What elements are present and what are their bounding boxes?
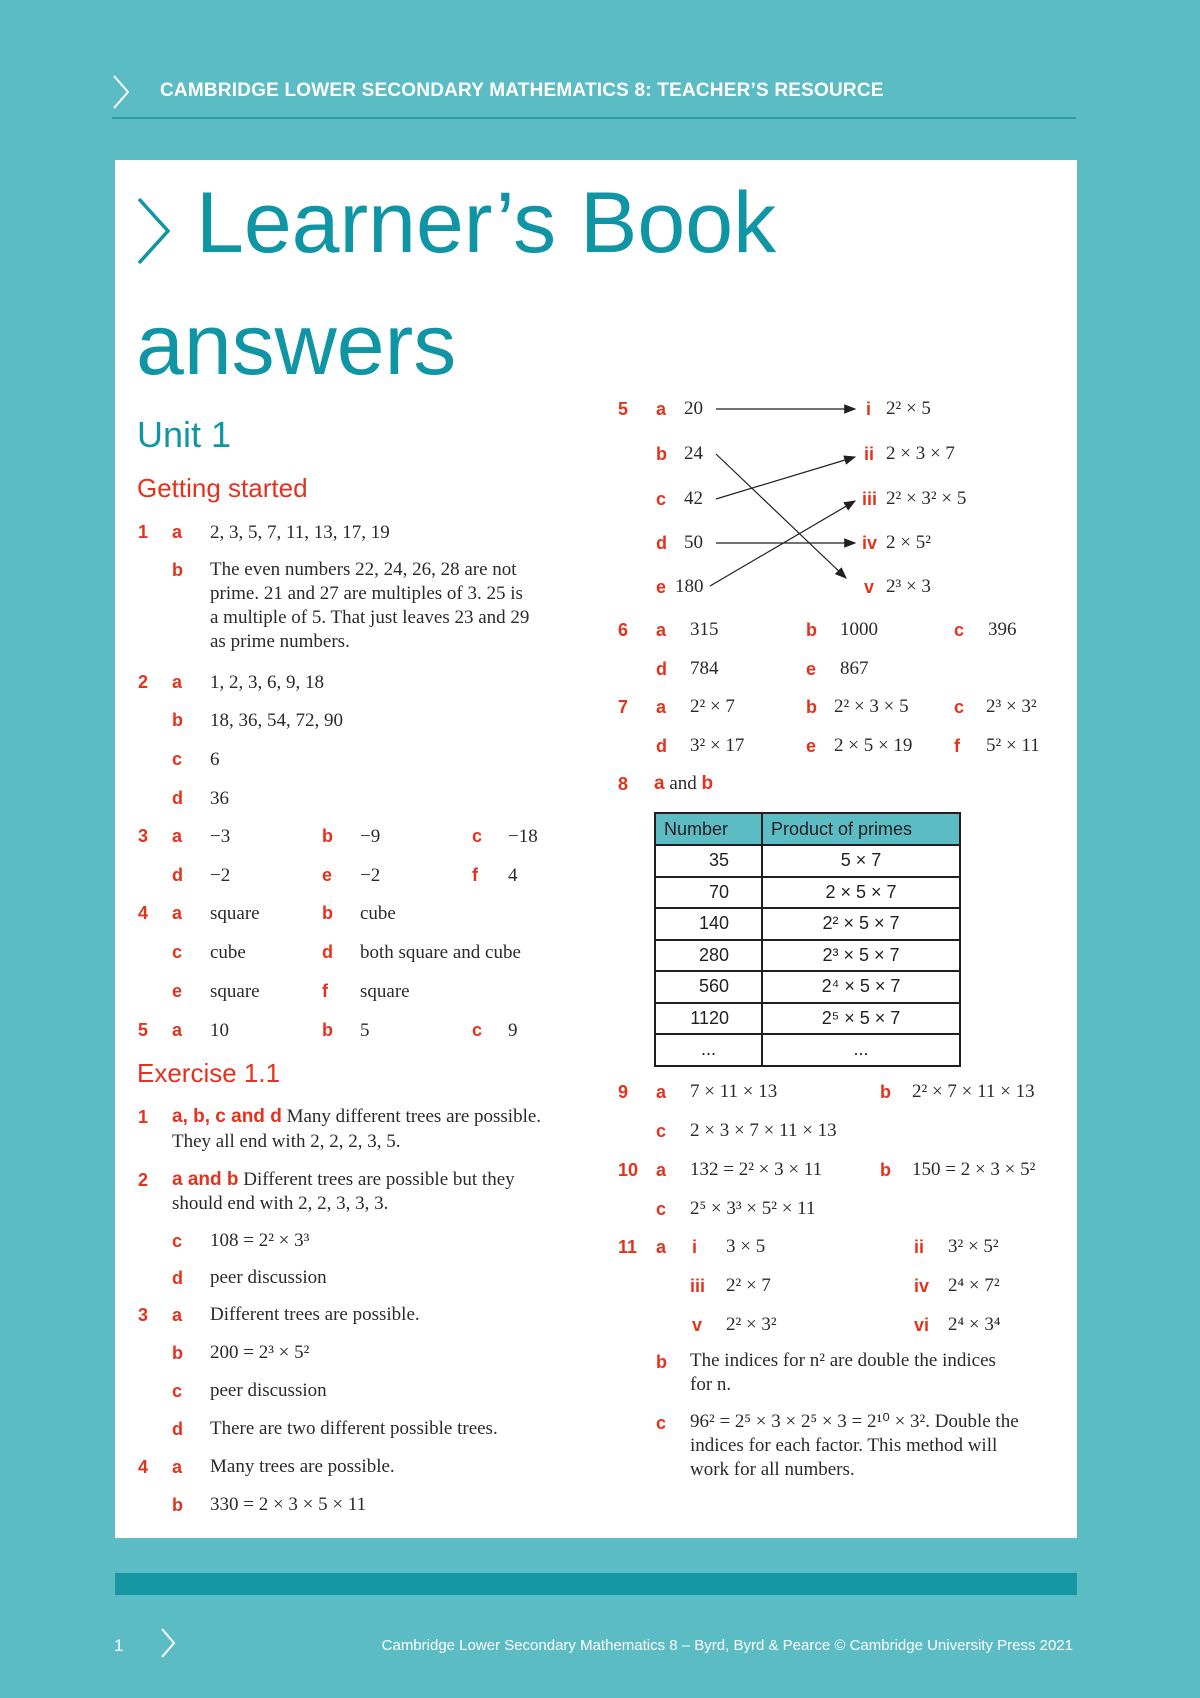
answer-text: 2² × 7 (726, 1275, 771, 1296)
question-number: 8 (618, 774, 629, 794)
roman-label: iii (690, 1276, 706, 1296)
part-label: f (322, 981, 328, 1001)
table-header-row (655, 813, 960, 845)
roman-label: v (692, 1315, 703, 1335)
question-number: 11 (618, 1237, 638, 1257)
question-number: 1 (138, 522, 149, 542)
table-cell: 5 × 7 (762, 845, 960, 877)
answer-text: 18, 36, 54, 72, 90 (210, 710, 343, 731)
table-cell: 140 (655, 908, 762, 940)
column-header: Product of primes (762, 813, 960, 845)
part-label: c (172, 1231, 183, 1251)
question-number: 10 (618, 1160, 639, 1180)
part-label: a (656, 620, 667, 640)
question-number: 4 (138, 1457, 149, 1477)
part-label: c (656, 1413, 667, 1433)
table-row (655, 877, 960, 909)
answer-text: 36 (210, 788, 229, 809)
match-right-item: 2 × 5² (886, 532, 931, 553)
part-label: a (656, 1160, 667, 1180)
answer-text: for n. (690, 1374, 732, 1395)
unit-heading: Unit 1 (137, 414, 232, 455)
answer-text: 2² × 3 × 5 (834, 696, 909, 717)
table-cell: 280 (655, 940, 762, 972)
answer-text: −3 (210, 826, 231, 847)
question-number: 5 (138, 1020, 149, 1040)
part-label: c (656, 1121, 667, 1141)
primes-table (654, 812, 961, 1067)
chevron-right-icon (136, 196, 172, 266)
answer-text: square (210, 903, 260, 924)
part-label: b (806, 697, 817, 717)
answer-text: 1, 2, 3, 6, 9, 18 (210, 672, 324, 693)
chevron-right-icon (160, 1627, 176, 1659)
table-row (655, 971, 960, 1003)
part-label: c (656, 489, 667, 509)
table-cell: ... (655, 1034, 762, 1066)
answer-text: 2² × 3² (726, 1314, 777, 1335)
roman-label: iv (914, 1276, 930, 1296)
table-row (655, 1003, 960, 1035)
answer-text: −9 (360, 826, 381, 847)
answer-text: 2 × 3 × 7 × 11 × 13 (690, 1120, 837, 1141)
part-label: d (172, 1268, 183, 1288)
answer-text: The indices for n² are double the indices (690, 1350, 996, 1371)
answer-text: The even numbers 22, 24, 26, 28 are not (210, 559, 517, 580)
question-number: 2 (138, 672, 149, 692)
part-label: c (172, 1381, 183, 1401)
answer-text: −2 (360, 865, 381, 886)
answer-text: 1000 (840, 619, 878, 640)
section-heading-getting-started: Getting started (137, 473, 308, 503)
roman-label: vi (914, 1315, 930, 1335)
answer-text: 3² × 5² (948, 1236, 999, 1257)
answer-text: 5 (360, 1020, 370, 1041)
question-number: 2 (138, 1170, 149, 1190)
part-label: c (954, 697, 965, 717)
answer-text: both square and cube (360, 942, 521, 963)
question-number: 6 (618, 620, 629, 640)
match-left-item: 180 (675, 576, 704, 597)
part-label: a (172, 903, 183, 923)
part-label: d (172, 1419, 183, 1439)
answer-text: peer discussion (210, 1380, 327, 1401)
part-label: c (472, 1020, 483, 1040)
part-label: e (806, 659, 817, 679)
answer-text: 2⁴ × 7² (948, 1275, 1000, 1296)
roman-label: ii (914, 1237, 925, 1257)
part-label: e (322, 865, 333, 885)
question-number: 5 (618, 399, 629, 419)
part-label: b (322, 826, 333, 846)
part-label: c (954, 620, 965, 640)
table-cell: 70 (655, 877, 762, 909)
answer-text: as prime numbers. (210, 631, 350, 652)
part-label: b (656, 444, 667, 464)
part-label: b (172, 710, 183, 730)
part-label: b (656, 1352, 667, 1372)
match-right-item: 2 × 3 × 7 (886, 443, 955, 464)
footer-bar (115, 1573, 1077, 1595)
answer-text: work for all numbers. (690, 1459, 855, 1480)
answer-text (172, 1168, 515, 1192)
table-cell: 2 × 5 × 7 (762, 877, 960, 909)
roman-label: iii (862, 489, 878, 509)
answer-text: a multiple of 5. That just leaves 23 and 29 (210, 607, 530, 628)
part-label: b (880, 1160, 891, 1180)
answer-text: 96² = 2⁵ × 3 × 2⁵ × 3 = 2¹⁰ × 3². Double the (690, 1411, 1019, 1432)
answer-text: 330 = 2 × 3 × 5 × 11 (210, 1494, 367, 1515)
table-cell: ... (762, 1034, 960, 1066)
match-right-item: 2² × 5 (886, 398, 931, 419)
part-label: a (172, 522, 183, 542)
answer-text: 10 (210, 1020, 229, 1041)
table-cell: 2³ × 5 × 7 (762, 940, 960, 972)
table-row (655, 845, 960, 877)
answer-text: should end with 2, 2, 3, 3, 3. (172, 1193, 389, 1214)
part-label: b (701, 773, 714, 794)
section-heading-exercise: Exercise 1.1 (137, 1058, 281, 1088)
answer-text: 150 = 2 × 3 × 5² (912, 1159, 1036, 1180)
answer-text: 108 = 2² × 3³ (210, 1230, 310, 1251)
match-left-item: 50 (684, 532, 703, 553)
part-label: e (656, 577, 667, 597)
part-label: b (880, 1082, 891, 1102)
answer-text: 784 (690, 658, 719, 679)
question-number: 3 (138, 826, 149, 846)
part-label: d (172, 865, 183, 885)
answer-text: Many different trees are possible. (281, 1106, 542, 1127)
roman-label: i (692, 1237, 698, 1257)
table-cell: 2⁵ × 5 × 7 (762, 1003, 960, 1035)
part-label: d (172, 788, 183, 808)
page-number: 1 (114, 1636, 124, 1655)
answer-text: peer discussion (210, 1267, 327, 1288)
part-label: a (656, 1237, 667, 1257)
question-number: 1 (138, 1107, 149, 1127)
part-label: b (322, 1020, 333, 1040)
part-label: f (472, 865, 478, 885)
part-label: b (172, 1343, 183, 1363)
answer-text: 2⁵ × 3³ × 5² × 11 (690, 1198, 816, 1219)
table-row (655, 908, 960, 940)
part-label: d (656, 736, 667, 756)
column-header: Number (655, 813, 762, 845)
question-number: 7 (618, 697, 629, 717)
answer-text: Many trees are possible. (210, 1456, 395, 1477)
table-cell: 2⁴ × 5 × 7 (762, 971, 960, 1003)
answer-text: prime. 21 and 27 are multiples of 3. 25 is (210, 583, 523, 604)
part-label: f (954, 736, 960, 756)
part-label: a (656, 1082, 667, 1102)
header-divider (112, 117, 1076, 119)
answer-text: 315 (690, 619, 719, 640)
match-left-item: 24 (684, 443, 703, 464)
part-label: a (172, 1305, 183, 1325)
answer-text: 3 × 5 (726, 1236, 766, 1257)
table-row (655, 1034, 960, 1066)
answer-text: 2² × 7 × 11 × 13 (912, 1081, 1035, 1102)
part-label: c (172, 749, 183, 769)
part-label: e (806, 736, 817, 756)
answer-text: square (210, 981, 260, 1002)
answer-text: 132 = 2² × 3 × 11 (690, 1159, 823, 1180)
part-label: a (654, 773, 665, 794)
answer-text: −2 (210, 865, 231, 886)
answer-text: 4 (508, 865, 518, 886)
part-label: b (172, 1495, 183, 1515)
answer-text: cube (360, 903, 396, 924)
roman-label: v (864, 577, 875, 597)
match-right-item: 2³ × 3 (886, 576, 931, 597)
part-label: a (656, 697, 667, 717)
answer-text: 3² × 17 (690, 735, 745, 756)
roman-label: ii (864, 444, 875, 464)
part-label: a (656, 399, 667, 419)
table-cell: 1120 (655, 1003, 762, 1035)
answer-text: 396 (988, 619, 1017, 640)
answer-text: and (664, 773, 702, 794)
answer-text: 9 (508, 1020, 518, 1041)
answer-text: −18 (508, 826, 538, 847)
part-label: b (322, 903, 333, 923)
chevron-right-icon (112, 74, 130, 110)
answer-text: 200 = 2³ × 5² (210, 1342, 310, 1363)
part-label: b (806, 620, 817, 640)
part-label: a (172, 826, 183, 846)
answer-text: square (360, 981, 410, 1002)
table-cell: 2² × 5 × 7 (762, 908, 960, 940)
footer-copyright: Cambridge Lower Secondary Mathematics 8 – Byrd, Byrd & Pearce © Cambridge University Press 2021 (381, 1637, 1073, 1654)
part-label: a (172, 1020, 183, 1040)
answer-text: 7 × 11 × 13 (690, 1081, 778, 1102)
roman-label: iv (862, 533, 878, 553)
part-label: e (172, 981, 183, 1001)
table-cell: 560 (655, 971, 762, 1003)
part-label: a (172, 672, 183, 692)
part-label: d (656, 533, 667, 553)
answer-text (172, 1105, 541, 1129)
part-label: b (172, 560, 183, 580)
part-label: a, b, c and d (172, 1106, 282, 1127)
part-label: c (472, 826, 483, 846)
answer-text (654, 772, 713, 796)
table-cell: 35 (655, 845, 762, 877)
answer-text: 2³ × 3² (986, 696, 1037, 717)
match-left-item: 42 (684, 488, 703, 509)
answer-text: indices for each factor. This method will (690, 1435, 998, 1456)
answer-text: 867 (840, 658, 869, 679)
answer-text: 5² × 11 (986, 735, 1040, 756)
table-row (655, 940, 960, 972)
match-right-item: 2² × 3² × 5 (886, 488, 967, 509)
header-title: CAMBRIDGE LOWER SECONDARY MATHEMATICS 8: TEACHER’S RESOURCE (160, 80, 884, 101)
answer-text: Different trees are possible but they (238, 1169, 515, 1190)
answer-text: Different trees are possible. (210, 1304, 420, 1325)
page-title: Learner’s Book (196, 175, 777, 271)
answer-text: They all end with 2, 2, 2, 3, 5. (172, 1131, 401, 1152)
answer-text: 2⁴ × 3⁴ (948, 1314, 1001, 1335)
part-label: d (322, 942, 333, 962)
roman-label: i (866, 399, 872, 419)
part-label: a (172, 1457, 183, 1477)
answer-text: There are two different possible trees. (210, 1418, 498, 1439)
answer-text: 2² × 7 (690, 696, 735, 717)
answer-text: 2, 3, 5, 7, 11, 13, 17, 19 (210, 522, 390, 543)
match-left-item: 20 (684, 398, 703, 419)
page-title-line2: answers (136, 297, 457, 393)
part-label: c (656, 1199, 667, 1219)
question-number: 9 (618, 1082, 629, 1102)
answer-text: 2 × 5 × 19 (834, 735, 913, 756)
part-label: d (656, 659, 667, 679)
question-number: 4 (138, 903, 149, 923)
answer-text: 6 (210, 749, 220, 770)
part-label: a and b (172, 1169, 239, 1190)
question-number: 3 (138, 1305, 149, 1325)
part-label: c (172, 942, 183, 962)
answer-text: cube (210, 942, 246, 963)
